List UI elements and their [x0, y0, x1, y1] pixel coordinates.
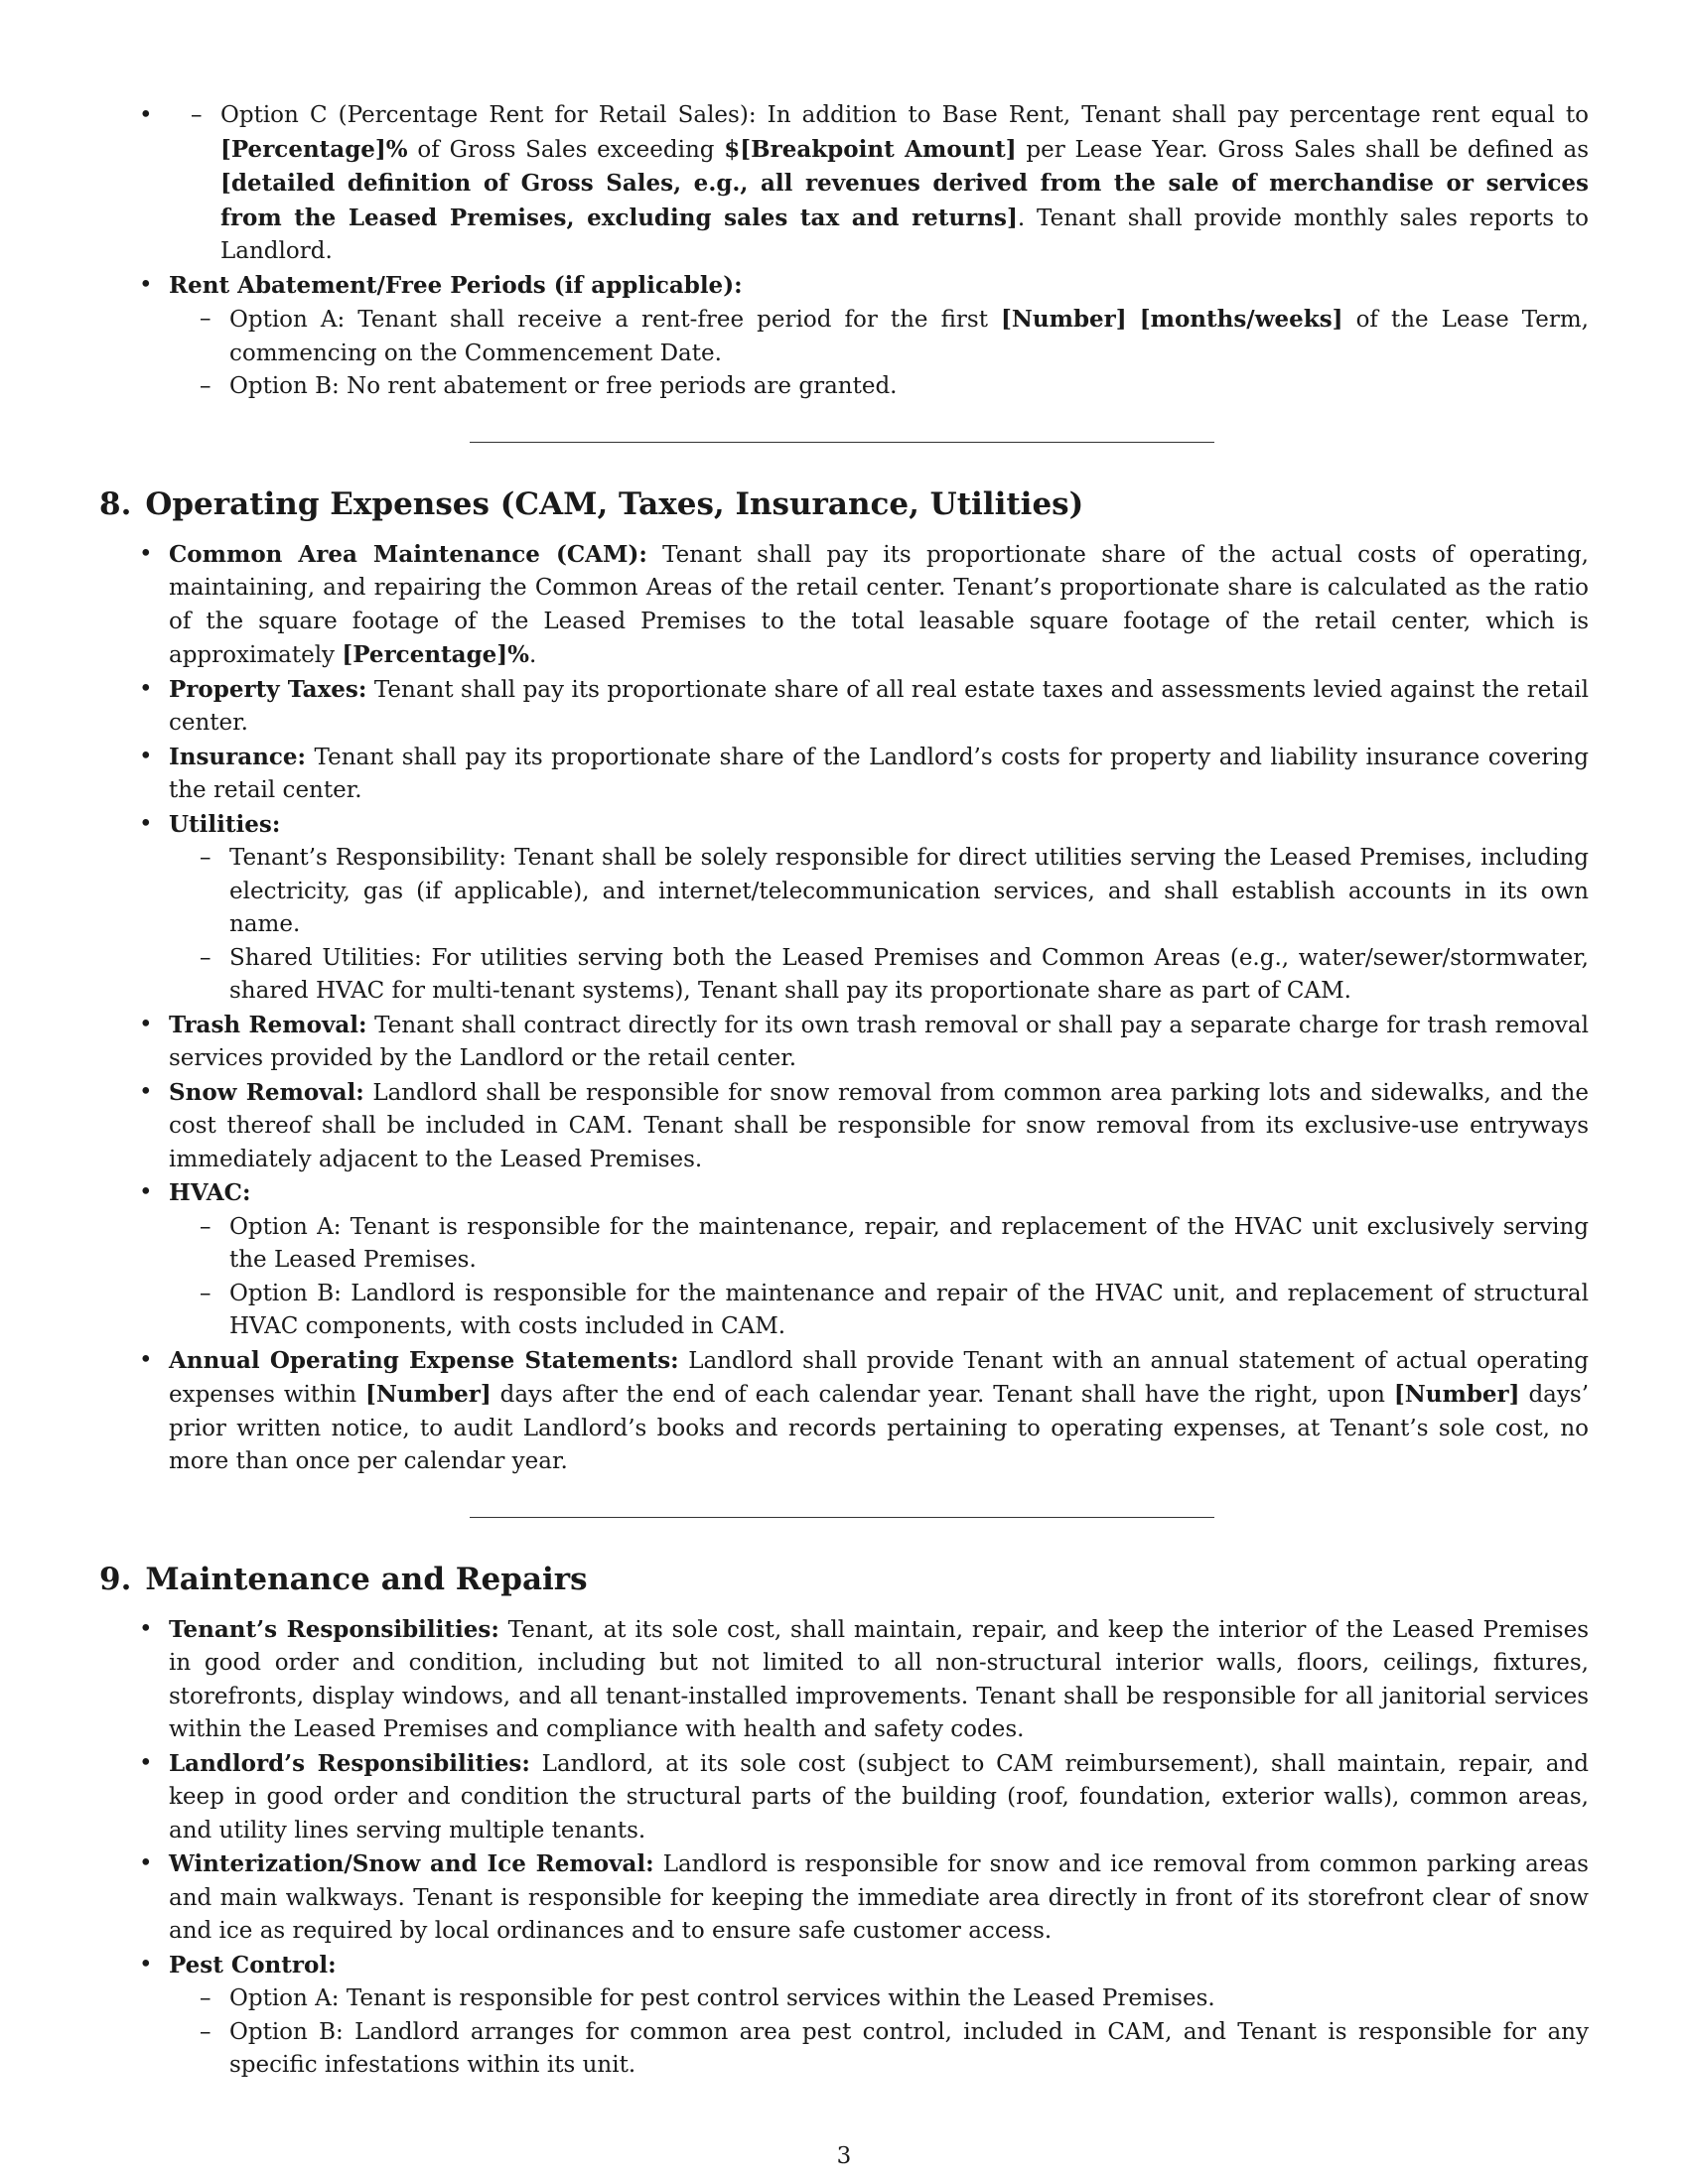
bold-placeholder-run: [Percentage]%: [220, 135, 408, 163]
trash-removal-label: Trash Removal:: [169, 1011, 367, 1038]
cam-label: Common Area Maintenance (CAM):: [169, 540, 647, 568]
pest-control-item: [169, 1949, 1589, 2083]
section-8-list: [99, 538, 1589, 1479]
trash-removal-item: [169, 1009, 1589, 1076]
bold-placeholder-run: [Number]: [365, 1381, 492, 1408]
bold-placeholder-run: [Number]: [1000, 306, 1127, 333]
rent-suboptions: [160, 99, 1589, 269]
landlord-responsibilities-item: [169, 1747, 1589, 1848]
text-run: [1127, 307, 1140, 333]
rent-abatement-option-b: – Option B: No rent abatement or free periods are granted.: [229, 370, 1589, 404]
text-run: per Lease Year. Gross Sales shall be defined as: [1016, 136, 1590, 163]
bold-placeholder-run: [Number]: [1393, 1381, 1520, 1408]
winterization-item: [169, 1847, 1589, 1949]
bold-placeholder-run: [months/weeks]: [1139, 306, 1343, 333]
hvac-label: HVAC:: [169, 1179, 251, 1206]
section-9-heading: [99, 1560, 1589, 1599]
section-divider: [470, 442, 1214, 443]
landlord-responsibilities-text: Landlord, at its sole cost (subject to CAM reimbursement), shall maintain, repair, and keep in good order and condition the structural parts of the building (roof, foundation, exterior walls), common areas, and utility lines serving multiple tenants.: [169, 1750, 1589, 1843]
page-content: [99, 99, 1589, 2083]
property-taxes-item: [169, 673, 1589, 741]
winterization-text: Landlord is responsible for snow and ice removal from common parking areas and main walkways. Tenant is responsible for keeping the immediate area directly in front of its storefront clear of snow and ice as required by local ordinances and to ensure safe customer access.: [169, 1851, 1589, 1944]
property-taxes-label: Property Taxes:: [169, 675, 367, 703]
utilities-options: [169, 842, 1589, 1009]
utilities-shared: – Shared Utilities: For utilities serving both the Leased Premises and Common Areas (e.g., water/sewer/stormwater, shared HVAC for multi-tenant systems), Tenant shall pay its proportionate share as part of CAM.: [229, 942, 1589, 1009]
option-c-percentage-rent: [220, 99, 1589, 269]
utilities-item: [169, 808, 1589, 1009]
pest-control-options: [169, 1982, 1589, 2083]
tenant-responsibilities-item: [169, 1613, 1589, 1747]
section-divider: [470, 1517, 1214, 1518]
snow-removal-label: Snow Removal:: [169, 1078, 364, 1106]
text-run: days’ prior written notice, to audit Landlord’s books and records pertaining to operating expenses, at Tenant’s sole cost, no more than once per calendar year.: [169, 1382, 1590, 1474]
utilities-label: Utilities:: [169, 810, 281, 838]
rent-abatement-label: Rent Abatement/Free Periods (if applicable):: [169, 271, 743, 299]
rent-options-continuation: [169, 99, 1589, 269]
bold-placeholder-run: [detailed definition of Gross Sales, e.g., all revenues derived from the sale of merchandise or services from the Leased Premises, excluding sales tax and returns]: [220, 170, 1589, 231]
section-8-title: Operating Expenses (CAM, Taxes, Insurance, Utilities): [145, 485, 1084, 522]
text-run: .: [529, 642, 537, 668]
text-run: days after the end of each calendar year. Tenant shall have the right, upon: [491, 1382, 1394, 1408]
cam-item: [169, 538, 1589, 673]
section-8-heading: [99, 484, 1589, 524]
insurance-label: Insurance:: [169, 743, 307, 770]
section-8-number: 8.: [99, 485, 132, 522]
rent-abatement-options: [169, 303, 1589, 404]
winterization-label: Winterization/Snow and Ice Removal:: [169, 1850, 654, 1877]
rent-options-list: [99, 99, 1589, 404]
tenant-responsibilities-label: Tenant’s Responsibilities:: [169, 1615, 499, 1643]
text-run: . Tenant shall provide monthly sales reports to Landlord.: [220, 205, 1590, 264]
bold-placeholder-run: $[Breakpoint Amount]: [724, 135, 1017, 163]
page-number: 3: [836, 2143, 852, 2169]
hvac-item: [169, 1176, 1589, 1344]
hvac-option-a: – Option A: Tenant is responsible for the maintenance, repair, and replacement of the HVAC unit exclusively serving the Leased Premises.: [229, 1211, 1589, 1278]
tenant-responsibilities-text: Tenant, at its sole cost, shall maintain, repair, and keep the interior of the Leased Premises in good order and condition, including but not limited to all non-structural interior walls, floors, ceilings, fixtures, storefronts, display windows, and all tenant-installed improvements. Tenant shall be responsible for all janitorial services within the Leased Premises and compliance with health and safety codes.: [169, 1616, 1589, 1742]
trash-removal-text: Tenant shall contract directly for its own trash removal or shall pay a separate charge for trash removal services provided by the Landlord or the retail center.: [169, 1012, 1589, 1071]
rent-abatement-item: [169, 269, 1589, 404]
text-run: of the Lease Term, commencing on the Commencement Date.: [229, 307, 1589, 366]
text-run: Tenant shall pay its proportionate share of the actual costs of operating, maintaining, and repairing the Common Areas of the retail center. Tenant’s proportionate share is calculated as the ratio of the square footage of the Leased Premises to the total leasable square footage of the retail center, which is approximately: [169, 541, 1589, 668]
property-taxes-text: Tenant shall pay its proportionate share of all real estate taxes and assessments levied against the retail center.: [169, 676, 1590, 736]
section-9-title: Maintenance and Repairs: [145, 1561, 588, 1597]
text-run: Option A: Tenant shall receive a rent-free period for the first: [229, 307, 1001, 333]
rent-abatement-option-a: [229, 303, 1589, 370]
insurance-text: Tenant shall pay its proportionate share of the Landlord’s costs for property and liability insurance covering the retail center.: [169, 744, 1589, 803]
annual-statements-label: Annual Operating Expense Statements:: [169, 1346, 679, 1374]
pest-control-option-b: – Option B: Landlord arranges for common area pest control, included in CAM, and Tenant is responsible for any specific infestations within its unit.: [229, 2016, 1589, 2083]
insurance-item: [169, 741, 1589, 808]
utilities-tenant-responsibility: – Tenant’s Responsibility: Tenant shall be solely responsible for direct utilities serving the Leased Premises, including electricity, gas (if applicable), and internet/telecommunication services, and shall establish accounts in its own name.: [229, 842, 1589, 942]
text-run: Option C (Percentage Rent for Retail Sales): In addition to Base Rent, Tenant shall pay percentage rent equal to: [220, 102, 1589, 128]
section-9-list: [99, 1613, 1589, 2083]
annual-statements-item: [169, 1344, 1589, 1479]
hvac-options: [169, 1211, 1589, 1344]
section-9-number: 9.: [99, 1561, 132, 1597]
hvac-option-b: – Option B: Landlord is responsible for the maintenance and repair of the HVAC unit, and replacement of structural HVAC components, with costs included in CAM.: [229, 1278, 1589, 1344]
snow-removal-item: [169, 1076, 1589, 1177]
pest-control-label: Pest Control:: [169, 1951, 337, 1979]
snow-removal-text: Landlord shall be responsible for snow removal from common area parking lots and sidewalks, and the cost thereof shall be included in CAM. Tenant shall be responsible for snow removal from its exclusive-use entryways immediately adjacent to the Leased Premises.: [169, 1079, 1589, 1172]
text-run: Landlord shall provide Tenant with an annual statement of actual operating expenses within: [169, 1347, 1589, 1408]
landlord-responsibilities-label: Landlord’s Responsibilities:: [169, 1749, 530, 1777]
pest-control-option-a: – Option A: Tenant is responsible for pest control services within the Leased Premises.: [229, 1982, 1589, 2016]
text-run: of Gross Sales exceeding: [407, 136, 725, 163]
bold-placeholder-run: [Percentage]%: [342, 641, 530, 668]
